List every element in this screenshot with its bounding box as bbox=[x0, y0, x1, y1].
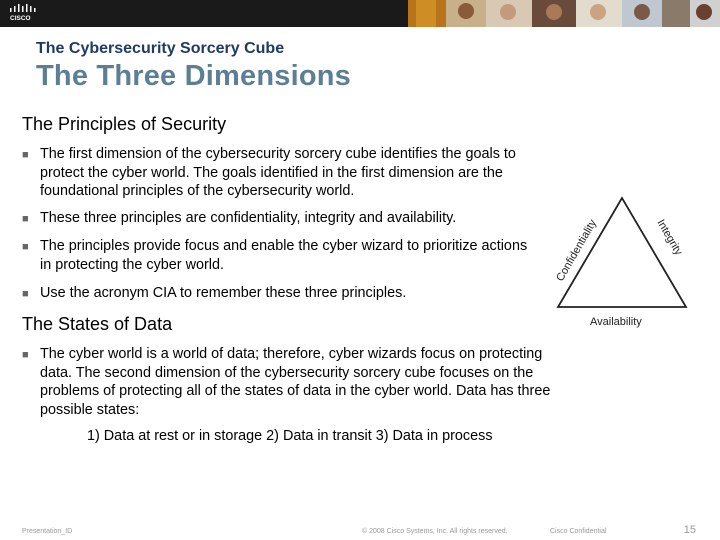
bullet-square-icon: ■ bbox=[22, 288, 29, 300]
bullet-text: The cyber world is a world of data; therefore, cyber wizards focus on protecting data. The second dimension of the cybersecurity sorcery cube focuses on the problems of protecting all of the states of data in the cyber world. Data has three possible states: bbox=[40, 346, 551, 418]
bullet-square-icon: ■ bbox=[22, 349, 29, 361]
slide-title: The Three Dimensions bbox=[36, 60, 352, 92]
bullet-text: The principles provide focus and enable the cyber wizard to prioritize actions in protecting the cyber world. bbox=[40, 238, 528, 273]
section-heading-states: The States of Data bbox=[22, 314, 173, 334]
footer-copyright: © 2008 Cisco Systems, Inc. All rights reserved. bbox=[362, 528, 508, 535]
people-photo-strip bbox=[408, 0, 720, 27]
top-banner bbox=[0, 0, 720, 27]
footer-confidential: Cisco Confidential bbox=[550, 528, 607, 535]
bullet-text: The first dimension of the cybersecurity sorcery cube identifies the goals to protect the cyber world. The goals identified in the first dimension are the foundational principles of the cybersecurity world. bbox=[40, 146, 516, 199]
footer-presentation-id: Presentation_ID bbox=[22, 528, 73, 535]
cisco-logo bbox=[8, 3, 42, 23]
integrity-label: Integrity bbox=[654, 217, 685, 258]
list-item bbox=[22, 345, 570, 419]
bullet-square-icon: ■ bbox=[22, 213, 29, 225]
slide-subtitle: The Cybersecurity Sorcery Cube bbox=[36, 40, 285, 57]
section-heading-principles: The Principles of Security bbox=[22, 114, 227, 134]
bullet-text: Use the acronym CIA to remember these three principles. bbox=[40, 285, 407, 301]
confidentiality-label: Confidentiality bbox=[554, 217, 600, 284]
list-item bbox=[22, 284, 562, 303]
list-item bbox=[22, 237, 542, 274]
bullet-square-icon: ■ bbox=[22, 241, 29, 253]
page-number: 15 bbox=[683, 524, 696, 536]
list-item bbox=[22, 209, 562, 228]
svg-text:CISCO: CISCO bbox=[10, 15, 31, 22]
bullet-text: These three principles are confidentiality, integrity and availability. bbox=[40, 210, 457, 226]
list-item bbox=[22, 145, 562, 201]
data-states-line: 1) Data at rest or in storage 2) Data in transit 3) Data in process bbox=[87, 428, 493, 444]
availability-label: Availability bbox=[590, 316, 642, 328]
bullet-square-icon: ■ bbox=[22, 149, 29, 161]
cia-triangle-diagram bbox=[550, 190, 700, 340]
